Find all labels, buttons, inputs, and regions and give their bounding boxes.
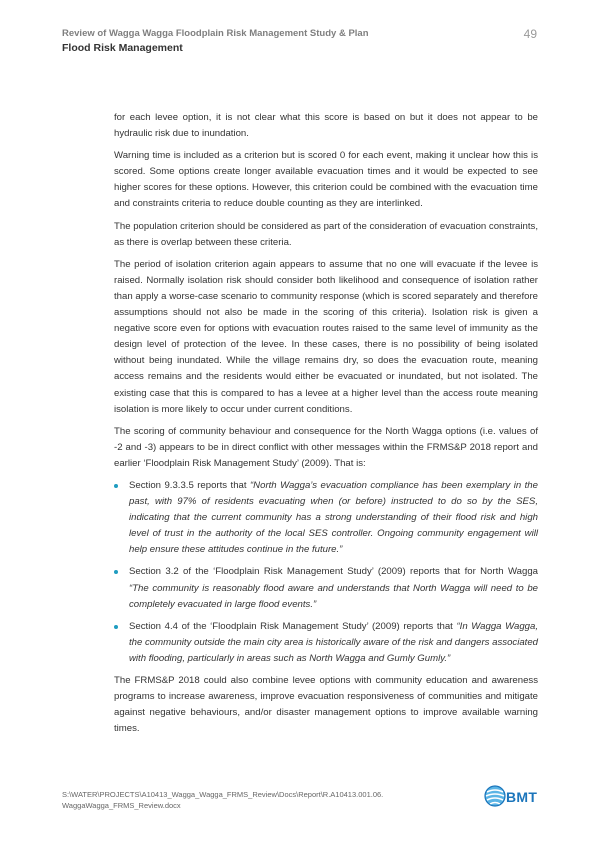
bullet-icon: [114, 625, 118, 629]
logo-text: BMT: [506, 789, 538, 805]
list-item-quote: “North Wagga’s evacuation compliance has been exemplary in the past, with 97% of residents evacuating when (or before) instructed to do so by the SES, indicating that the current community has a strong understanding of their flood risk and high level of trust in the authority of the local SES controller. Ongoing community engagement will help ensure these attitudes continue in the future.”: [129, 479, 538, 556]
list-item: [114, 619, 538, 667]
header-title: Review of Wagga Wagga Floodplain Risk Management Study & Plan: [62, 28, 369, 39]
list-item-lead: Section 3.2 of the ‘Floodplain Risk Management Study’ (2009) reports that for North Wagga: [129, 566, 538, 578]
footer-path-line: S:\WATER\PROJECTS\A10413_Wagga_Wagga_FRMS_Review\Docs\Report\R.A10413.001.06.: [62, 790, 384, 799]
page-number: 49: [523, 27, 537, 41]
paragraph: The population criterion should be considered as part of the consideration of evacuation constraints, as there is overlap between these criteria.: [114, 220, 538, 248]
list-item-lead: Section 9.3.3.5 reports that: [129, 479, 250, 491]
paragraph: The FRMS&P 2018 could also combine levee options with community education and awareness programs to increase awareness, improve evacuation responsiveness of communities and mitigate against negative behaviours, and/or disaster management options to improve available warning times.: [114, 675, 538, 735]
list-item: [114, 478, 538, 558]
paragraph: The scoring of community behaviour and consequence for the North Wagga options (i.e. values of -2 and -3) appears to be in direct conflict with other messages within the FRMS&P 2018 report and earlier ‘Floodplain Risk Management Study’ (2009). That is:: [114, 425, 538, 469]
list-item-quote: “In Wagga Wagga, the community outside the main city area is historically aware of the risk and dangers associated with flooding, particularly in areas such as North Wagga and Gumly Gumly.”: [129, 620, 539, 664]
globe-icon: [484, 784, 506, 808]
header-subtitle: Flood Risk Management: [62, 42, 183, 54]
body-text: [114, 110, 538, 743]
footer-file-path: [62, 790, 442, 811]
paragraph: Warning time is included as a criterion but is scored 0 for each event, making it unclear how this is scored. Some options create longer available evacuation times and it would be expected to see higher scores for these options. However, this criterion could be combined with the evacuation time and constraints criteria to reduce double counting as they are interlinked.: [114, 150, 538, 210]
bullet-icon: [114, 484, 118, 488]
list-item-quote: “The community is reasonably flood aware and understands that North Wagga will need to be completely evacuated in large flood events.”: [129, 582, 538, 610]
bmt-logo: [484, 784, 544, 810]
paragraph: for each levee option, it is not clear what this score is based on but it does not appear to be hydraulic risk due to inundation.: [114, 112, 538, 140]
footer-path-line: WaggaWagga_FRMS_Review.docx: [62, 800, 181, 810]
paragraph: The period of isolation criterion again appears to assume that no one will evacuate if the levee is raised. Normally isolation risk should consider both likelihood and consequence of isolation rather than apply a worse-case scenario to community response (which is scored separately and therefore assumptions should not also be made in the scoring of this criteria). Isolation risk is given a negative score even for options with evacuation routes raised to the same level of immunity as the design level of protection of the levee. In these cases, there is no possibility of being isolated without being inundated. While the village remains dry, so does the evacuation route, meaning access remains and the residents would either be evacuated or inundated, but not isolated. The existing case that this is compared to has a levee at a higher level than the access route meaning isolation is more likely to occur under current conditions.: [114, 258, 538, 415]
list-item: [114, 564, 538, 612]
list-item-lead: Section 4.4 of the ‘Floodplain Risk Management Study’ (2009) reports that: [129, 620, 457, 632]
bullet-icon: [114, 570, 118, 574]
bullet-list: [114, 478, 538, 667]
